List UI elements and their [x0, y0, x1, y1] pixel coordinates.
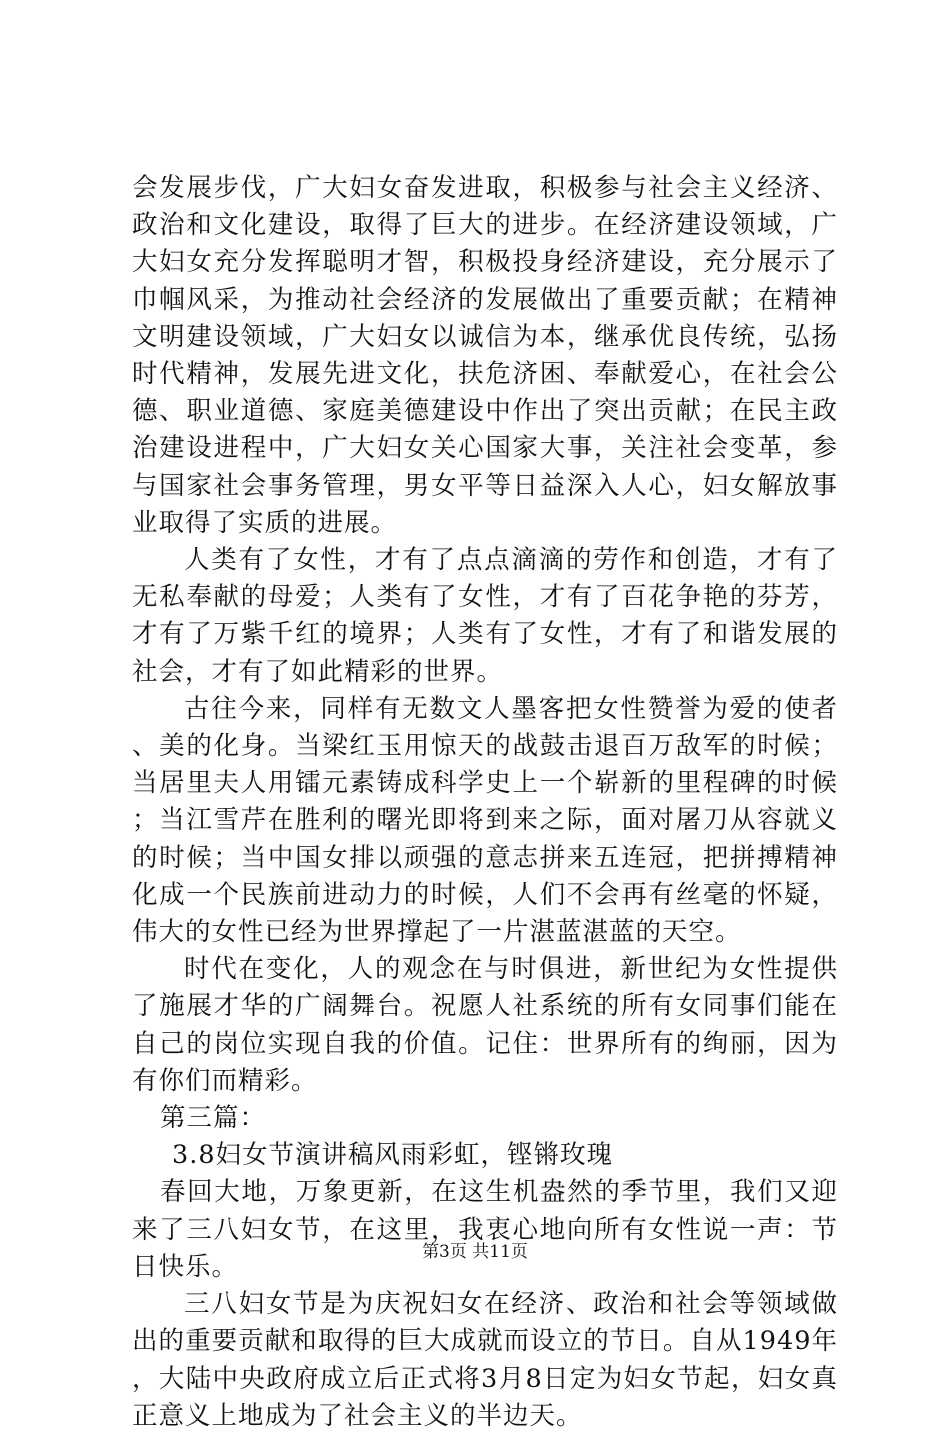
paragraph-continuation: 会发展步伐，广大妇女奋发进取，积极参与社会主义经济、政治和文化建设，取得了巨大的进步。在经济建设领域，广大妇女充分发挥聪明才智，积极投身经济建设，充分展示了巾帼风采，为推动社会经济的发展做出了重要贡献；在精神文明建设领域，广大妇女以诚信为本，继承优良传统，弘扬时代精神，发展先进文化，扶危济困、奉献爱心，在社会公德、职业道德、家庭美德建设中作出了突出贡献；在民主政治建设进程中，广大妇女关心国家大事，关注社会变革，参与国家社会事务管理，男女平等日益深入人心，妇女解放事业取得了实质的进展。 [132, 173, 838, 538]
speech-title: 3.8妇女节演讲稿风雨彩虹，铿锵玫瑰 [172, 1140, 614, 1171]
paragraph-women-humanity: 人类有了女性，才有了点点滴滴的劳作和创造，才有了无私奉献的母爱；人类有了女性，才有了百花争艳的芬芳，才有了万紫千红的境界；人类有了女性，才有了和谐发展的社会，才有了如此精彩的世界。 [132, 545, 838, 687]
paragraph-spring: 春回大地，万象更新，在这生机盎然的季节里，我们又迎来了三八妇女节，在这里，我衷心地向所有女性说一声：节日快乐。 [132, 1177, 838, 1282]
section-heading: 第三篇： [160, 1103, 267, 1134]
paragraph-history-women: 古往今来，同样有无数文人墨客把女性赞誉为爱的使者、美的化身。当梁红玉用惊天的战鼓击退百万敌军的时候；当居里夫人用镭元素铸成科学史上一个崭新的里程碑的时候；当江雪芹在胜利的曙光即将到来之际，面对屠刀从容就义的时候；当中国女排以顽强的意志拼来五连冠，把拼搏精神化成一个民族前进动力的时候，人们不会再有丝毫的怀疑，伟大的女性已经为世界撑起了一片湛蓝湛蓝的天空。 [132, 693, 838, 948]
paragraph-womens-day: 三八妇女节是为庆祝妇女在经济、政治和社会等领域做出的重要贡献和取得的巨大成就而设立的节日。自从1949年，大陆中央政府成立后正式将3月8日定为妇女节起，妇女真正意义上地成为了社会主义的半边天。 [132, 1289, 838, 1431]
paragraph-new-era: 时代在变化，人的观念在与时俱进，新世纪为女性提供了施展才华的广阔舞台。祝愿人社系统的所有女同事们能在自己的岗位实现自我的价值。记住：世界所有的绚丽，因为有你们而精彩。 [132, 954, 838, 1096]
page-number-footer: 第3页 共11页 [422, 1242, 528, 1262]
